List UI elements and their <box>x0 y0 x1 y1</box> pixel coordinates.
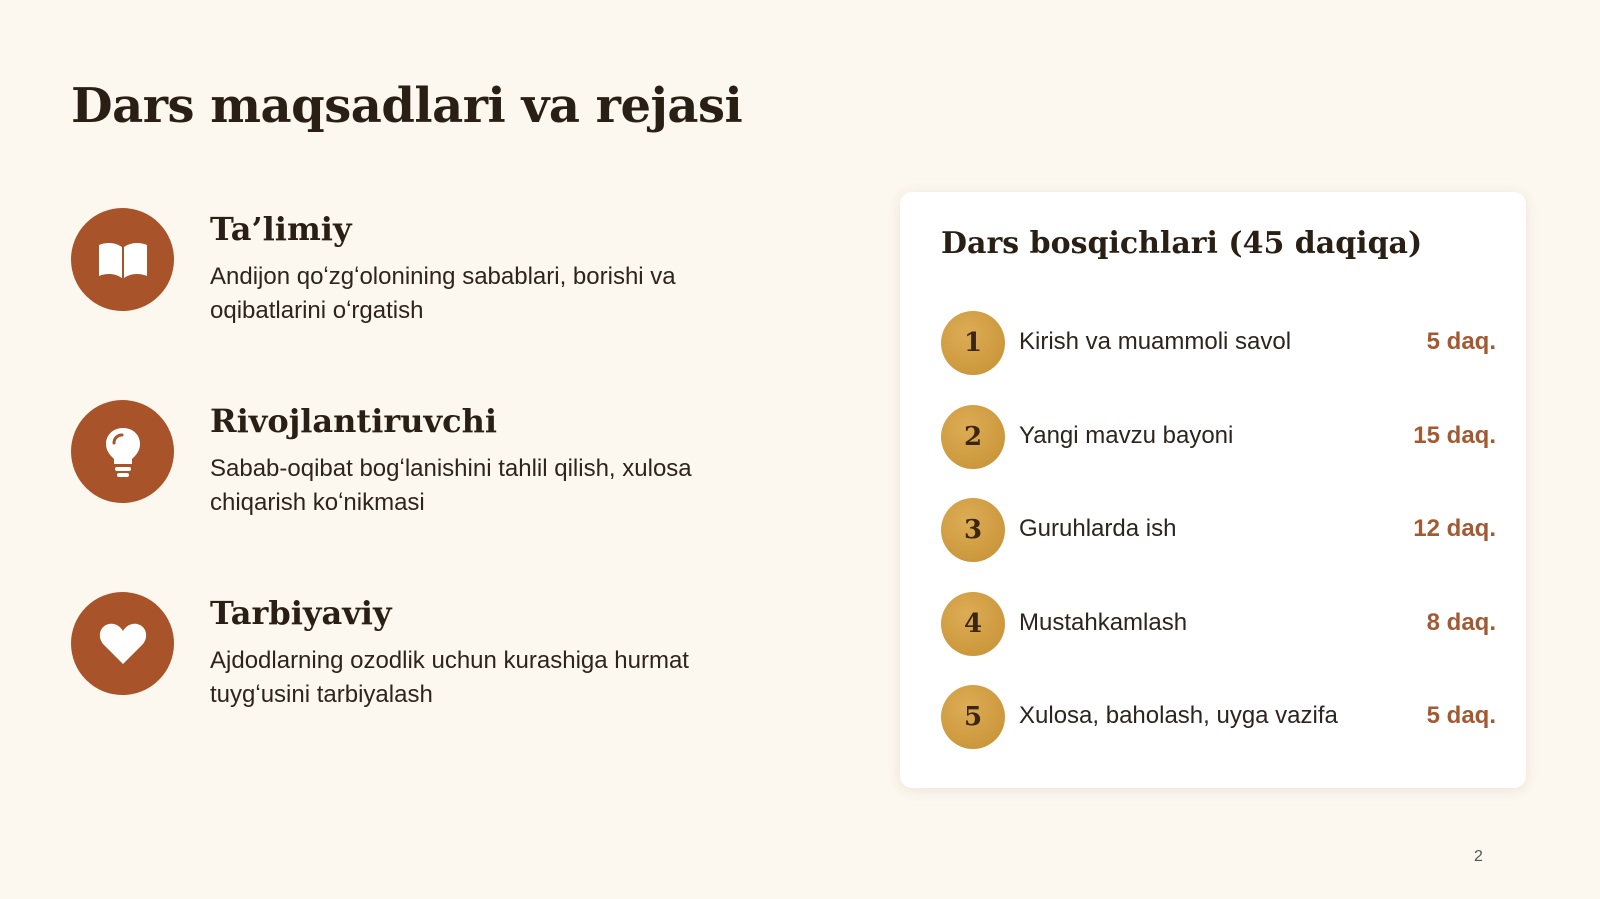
goal-description: Ajdodlarning ozodlik uchun kurashiga hurmat tuygʻusini tarbiyalash <box>210 647 689 708</box>
stage-name: Kirish va muammoli savol <box>1019 328 1292 355</box>
page-title: Dars maqsadlari va rejasi <box>71 78 743 134</box>
stage-number-badge: 2 <box>941 405 1005 469</box>
goal-item-tarbiyaviy <box>71 592 771 732</box>
goal-title: Tarbiyaviy <box>210 594 392 632</box>
open-book-icon <box>97 240 149 280</box>
goal-icon-circle <box>71 592 174 695</box>
goal-description: Andijon qoʻzgʻolonining sabablari, borishi va oqibatlarini oʻrgatish <box>210 263 676 324</box>
stage-number-badge: 5 <box>941 685 1005 749</box>
stage-row <box>941 685 1496 749</box>
stages-panel-title: Dars bosqichlari (45 daqiqa) <box>941 226 1423 261</box>
lesson-stages-card <box>900 192 1526 788</box>
lightbulb-icon <box>103 426 143 478</box>
stage-row <box>941 592 1496 656</box>
stage-name: Mustahkamlash <box>1019 609 1188 636</box>
stage-duration: 5 daq. <box>1426 702 1496 729</box>
goal-description: Sabab-oqibat bogʻlanishini tahlil qilish, xulosa chiqarish koʻnikmasi <box>210 455 692 516</box>
stage-name: Yangi mavzu bayoni <box>1019 422 1234 449</box>
goal-icon-circle <box>71 208 174 311</box>
heart-icon <box>98 622 148 666</box>
stage-number-badge: 3 <box>941 498 1005 562</box>
stage-name: Xulosa, baholash, uyga vazifa <box>1019 702 1338 729</box>
stage-row <box>941 498 1496 562</box>
stage-row <box>941 311 1496 375</box>
stage-duration: 12 daq. <box>1413 515 1496 542</box>
goal-title: Ta’limiy <box>210 210 352 248</box>
goal-title: Rivojlantiruvchi <box>210 402 497 440</box>
stage-duration: 5 daq. <box>1426 328 1496 355</box>
goal-item-talimiy <box>71 208 771 348</box>
stage-name: Guruhlarda ish <box>1019 515 1177 542</box>
stage-number-badge: 4 <box>941 592 1005 656</box>
goal-item-rivojlantiruvchi <box>71 400 771 540</box>
stage-number-badge: 1 <box>941 311 1005 375</box>
stage-row <box>941 405 1496 469</box>
stage-duration: 8 daq. <box>1426 609 1496 636</box>
stage-duration: 15 daq. <box>1413 422 1496 449</box>
goal-icon-circle <box>71 400 174 503</box>
page-number: 2 <box>1474 848 1483 865</box>
